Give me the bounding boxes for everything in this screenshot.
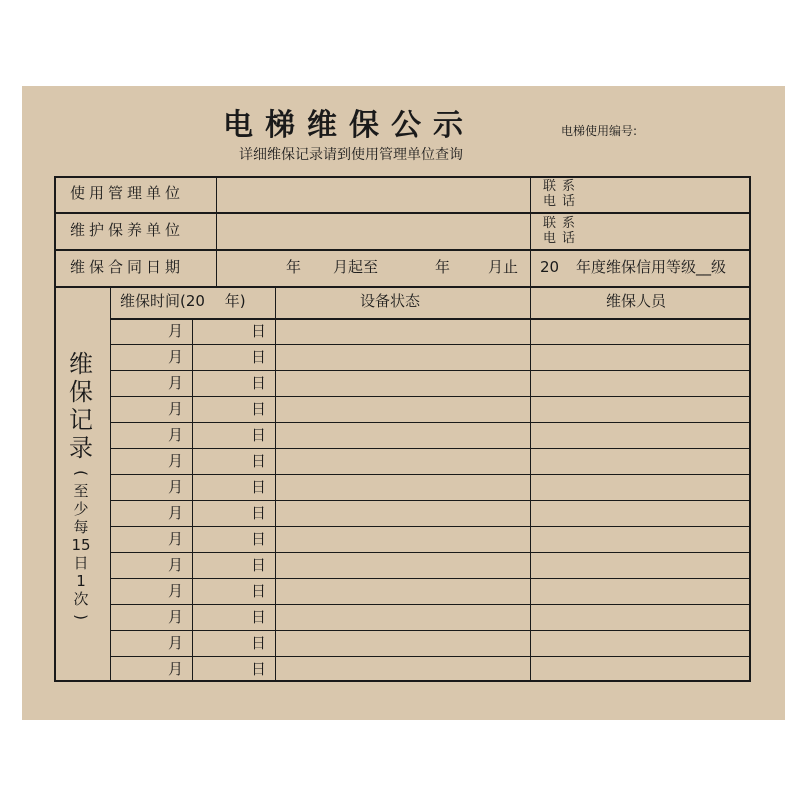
table-rule	[110, 630, 751, 631]
side-note-char: 15	[71, 536, 91, 554]
table-rule	[110, 448, 751, 449]
record-day-label: 日	[251, 478, 267, 496]
elevator-code-label: 电梯使用编号:	[561, 124, 638, 138]
table-rule	[110, 578, 751, 579]
table-rule	[110, 344, 751, 345]
record-day-label: 日	[251, 400, 267, 418]
table-rule	[54, 249, 751, 251]
side-note-paren-open: (	[72, 470, 90, 476]
header-equipment-status: 设备状态	[360, 292, 421, 310]
records-side-note	[58, 464, 104, 626]
record-day-label: 日	[251, 452, 267, 470]
table-rule	[110, 474, 751, 475]
table-rule	[54, 286, 751, 288]
side-title-char: 保	[69, 378, 93, 406]
record-month-label: 月	[168, 530, 184, 548]
side-title-char: 维	[69, 350, 93, 378]
record-day-label: 日	[251, 426, 267, 444]
management-contact-label-1: 联系	[543, 179, 582, 194]
table-rule	[110, 500, 751, 501]
side-title-char: 记	[69, 406, 93, 434]
side-note-char: 日	[73, 554, 89, 572]
side-note-char: 1	[76, 572, 86, 590]
record-month-label: 月	[168, 608, 184, 626]
record-day-label: 日	[251, 504, 267, 522]
maintenance-contact-label-2: 电话	[543, 231, 582, 246]
management-unit-label: 使用管理单位	[70, 184, 185, 202]
record-month-label: 月	[168, 478, 184, 496]
side-note-char: 次	[73, 590, 89, 608]
record-day-label: 日	[251, 556, 267, 574]
record-day-label: 日	[251, 322, 267, 340]
table-rule	[54, 212, 751, 214]
table-rule	[110, 422, 751, 423]
side-note-char: 少	[73, 500, 89, 518]
table-rule	[110, 526, 751, 527]
record-month-label: 月	[168, 426, 184, 444]
record-month-label: 月	[168, 374, 184, 392]
side-title-char: 录	[69, 434, 93, 462]
contract-year-2: 年	[435, 258, 451, 276]
table-rule	[110, 318, 751, 320]
table-rule	[110, 396, 751, 397]
record-day-label: 日	[251, 608, 267, 626]
record-month-label: 月	[168, 660, 184, 678]
maintenance-contact-label-1: 联系	[543, 216, 582, 231]
header-maintenance-staff: 维保人员	[606, 292, 667, 310]
rating-year-prefix: 20	[540, 258, 560, 276]
records-side-title	[58, 350, 104, 462]
maintenance-unit-label: 维护保养单位	[70, 221, 185, 239]
record-month-label: 月	[168, 634, 184, 652]
record-month-label: 月	[168, 452, 184, 470]
side-note-char: 至	[73, 482, 89, 500]
page-title: 电梯维保公示	[223, 108, 475, 143]
table-rule	[530, 176, 531, 286]
table-rule	[216, 176, 217, 286]
header-maintenance-time: 维保时间(20 年)	[120, 292, 246, 310]
maintenance-table	[54, 176, 751, 682]
credit-rating-text: 年度维保信用等级__级	[576, 258, 727, 276]
contract-year-1: 年	[286, 258, 302, 276]
table-rule	[110, 370, 751, 371]
table-rule	[275, 286, 276, 682]
record-month-label: 月	[168, 400, 184, 418]
side-note-paren-close: )	[72, 614, 90, 620]
table-rule	[110, 286, 111, 682]
record-day-label: 日	[251, 582, 267, 600]
record-month-label: 月	[168, 582, 184, 600]
contract-date-label: 维保合同日期	[70, 258, 185, 276]
record-month-label: 月	[168, 556, 184, 574]
management-contact-label-2: 电话	[543, 194, 582, 209]
table-rule	[110, 604, 751, 605]
contract-month-from: 月起至	[333, 258, 379, 276]
record-month-label: 月	[168, 322, 184, 340]
record-month-label: 月	[168, 348, 184, 366]
contract-month-to: 月止	[488, 258, 519, 276]
record-day-label: 日	[251, 374, 267, 392]
record-month-label: 月	[168, 504, 184, 522]
subtitle: 详细维保记录请到使用管理单位查询	[239, 147, 463, 163]
record-day-label: 日	[251, 660, 267, 678]
table-rule	[110, 552, 751, 553]
side-note-char: 每	[73, 518, 89, 536]
record-day-label: 日	[251, 530, 267, 548]
record-day-label: 日	[251, 348, 267, 366]
record-day-label: 日	[251, 634, 267, 652]
table-rule	[530, 286, 531, 682]
table-rule	[110, 656, 751, 657]
